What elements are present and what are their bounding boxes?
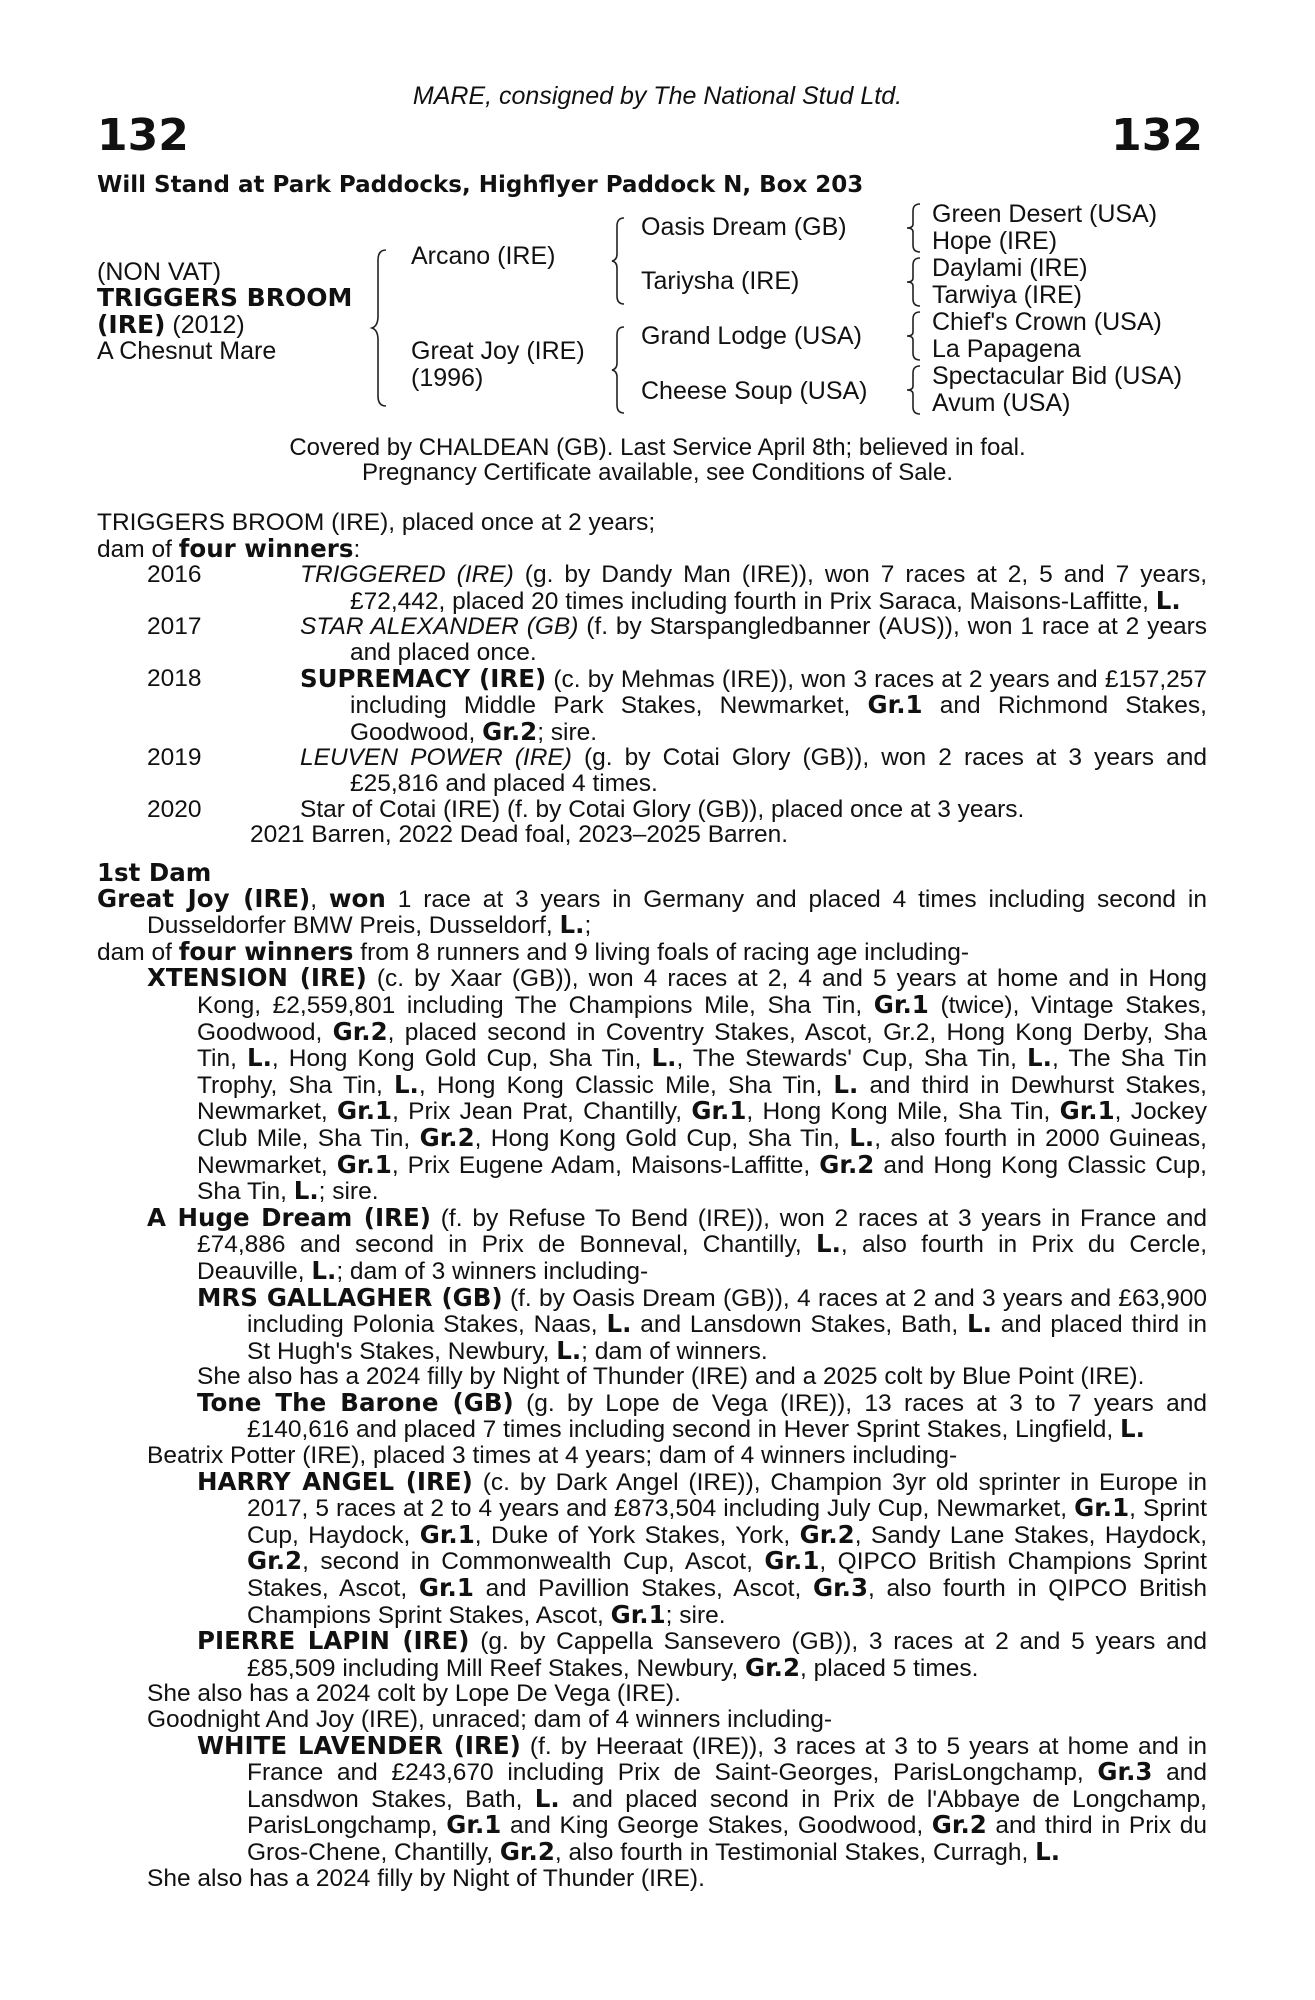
dam-won: won [328, 883, 386, 913]
offspring-text: (c. by Xaar (GB)), won 4 races at 2, 4 and 5 years at home and in Hong Kong, £2,559,801 including The Champions Mile, Sha Tin, [197, 965, 1207, 1019]
produce-text: (c. by Mehmas (IRE)), won 3 races at 2 years and £157,257 including Middle Park Stakes, Newmarket, [350, 665, 1208, 720]
produce-name: STAR ALEXANDER (GB) [300, 613, 579, 641]
pedigree-gen3-8: Avum (USA) [932, 389, 1071, 417]
offspring-name: XTENSION (IRE) [147, 963, 367, 993]
produce-item [97, 562, 1207, 614]
offspring-entry: Goodnight And Joy (IRE), unraced; dam of 4 winners including- [147, 1706, 833, 1733]
offspring-entry: Beatrix Potter (IRE), placed 3 times at 4 years; dam of 4 winners including- [147, 1442, 958, 1470]
produce-dam-of-text: dam of [97, 535, 179, 563]
produce-name: LEUVEN POWER (IRE) [300, 744, 572, 772]
produce-text: and Richmond Stakes, Goodwood, [350, 692, 1207, 746]
offspring-text: , The Stewards' Cup, Sha Tin, [676, 1045, 1028, 1073]
grade: Gr.2 [499, 1836, 555, 1866]
offspring-entry [97, 1202, 1208, 1285]
produce-year: 2016 [147, 561, 202, 589]
produce-text: Star of Cotai (IRE) (f. by Cotai Glory (GB)), placed once at 3 years. [300, 795, 1025, 823]
dam-entry: Great Joy (IRE), won 1 race at 3 years in Germany and placed 4 times including second in Dusseldorfer BMW Preis, Dusseldorf, L.; [97, 883, 1207, 940]
grade: L. [559, 910, 585, 940]
lot-number-left: 132 [97, 110, 189, 161]
grade: Gr.2 [819, 1149, 875, 1179]
produce-year: 2020 [147, 795, 202, 823]
offspring-text: , Prix Jean Prat, Chantilly, [392, 1098, 692, 1126]
dam-text: 1 race at 3 years in Germany and placed 4 times including second in Dusseldorfer BMW Preis, Dusseldorf, [147, 885, 1207, 940]
produce-item [97, 797, 1207, 823]
grand-offspring-entry [97, 1466, 1207, 1629]
dam-of-text: dam of [97, 938, 179, 966]
pedigree-gen2-2: Tariysha (IRE) [641, 267, 800, 295]
grade: L. [606, 1309, 632, 1339]
lot-number-right: 132 [1111, 110, 1203, 161]
produce-text: ; sire. [537, 718, 598, 746]
pedigree-gen3-6: La Papagena [932, 335, 1081, 363]
offspring-text: and third in Prix du Gros-Chene, Chantilly, [247, 1812, 1207, 1866]
covered-note: Covered by CHALDEAN (GB). Last Service April 8th; believed in foal. [289, 434, 1026, 461]
also-has-note: She also has a 2024 filly by Night of Thunder (IRE). [147, 1864, 705, 1892]
grade: Gr.1 [1059, 1096, 1115, 1126]
pedigree-bracket-g3-4 [906, 364, 924, 416]
section-heading: 1st Dam [97, 858, 212, 887]
produce-text: (g. by Dandy Man (IRE)), won 7 races at 2, 5 and 7 years, £72,442, placed 20 times including fourth in Prix Saraca, Maisons-Laffitte, [350, 561, 1207, 615]
grade: Gr.3 [812, 1573, 869, 1603]
produce-year: 2017 [147, 613, 202, 641]
grade: L. [293, 1176, 319, 1206]
consignment-line: MARE, consigned by The National Stud Ltd. [412, 82, 903, 110]
produce-text: (f. by Starspangledbanner (AUS)), won 1 race at 2 years and placed once. [350, 613, 1207, 666]
pedigree-dam-name: Great Joy (IRE) [411, 337, 585, 365]
grade: Gr.2 [419, 1122, 475, 1152]
produce-grade: L. [1155, 585, 1181, 615]
horse-description: A Chesnut Mare [97, 337, 277, 365]
pedigree-gen3-4: Tarwiya (IRE) [932, 281, 1083, 309]
offspring-name: Tone The Barone (GB) [197, 1387, 514, 1417]
offspring-text: , placed second in Coventry Stakes, Ascot, Gr.2, Hong Kong Derby, Sha Tin, [197, 1018, 1208, 1073]
offspring-text: , Prix Eugene Adam, Maisons-Laffitte, [391, 1151, 820, 1179]
offspring-text: , The Sha Tin Trophy, Sha Tin, [197, 1045, 1207, 1099]
pedigree-bracket-gen1 [372, 248, 392, 408]
grade: L. [1035, 1836, 1061, 1866]
produce-text: (g. by Cotai Glory (GB)), won 2 races at 3 years and £25,816 and placed 4 times. [350, 744, 1207, 797]
produce-item [97, 614, 1207, 665]
grade: L. [651, 1043, 677, 1073]
grade: Gr.2 [247, 1546, 303, 1576]
offspring-text: (g. by Cappella Sansevero (GB)), 3 races at 2 and 5 years and £85,509 including Mill Reef Stakes, Newbury, [247, 1628, 1207, 1682]
offspring-text: , Jockey Club Mile, Sha Tin, [197, 1098, 1207, 1152]
grade: Gr.1 [1074, 1493, 1130, 1523]
dam-of [97, 936, 1207, 966]
also-has-note: She also has a 2024 filly by Night of Thunder (IRE) and a 2025 colt by Blue Point (IRE). [197, 1363, 1145, 1391]
pedigree-bracket-g3-2 [906, 256, 924, 308]
grade: L. [833, 1069, 859, 1099]
grade: Gr.1 [419, 1519, 475, 1549]
pedigree-bracket-g3-1 [906, 202, 924, 254]
offspring-text: , Sprint Cup, Haydock, [247, 1495, 1207, 1549]
vat-status: (NON VAT) [97, 258, 222, 286]
produce-name: SUPREMACY (IRE) [300, 663, 547, 693]
pedigree-gen2-3: Grand Lodge (USA) [641, 322, 862, 350]
offspring-text: (f. by Refuse To Bend (IRE)), won 2 races at 3 years in France and £74,886 and second in Prix de Bonneval, Chantilly, [197, 1204, 1207, 1259]
offspring-text: ; dam of 3 winners including- [336, 1257, 649, 1285]
offspring-text: , second in Commonwealth Cup, Ascot, [302, 1548, 765, 1576]
offspring-text: , Hong Kong Gold Cup, Sha Tin, [271, 1045, 652, 1073]
offspring-text: and placed third in St Hugh's Stakes, Newbury, [247, 1311, 1208, 1365]
grade: L. [556, 1335, 582, 1365]
offspring-text: , also fourth in 2000 Guineas, Newmarket, [197, 1124, 1207, 1179]
produce-item [97, 663, 1208, 746]
offspring-text: (c. by Dark Angel (IRE)), Champion 3yr old sprinter in Europe in 2017, 5 races at 2 to 4 years and £873,504 including July Cup, Newmarket, [247, 1468, 1207, 1523]
dam-of-text: from 8 runners and 9 living foals of racing age including- [353, 938, 970, 966]
pedigree-gen2-4: Cheese Soup (USA) [641, 377, 868, 405]
offspring-text: , Sandy Lane Stakes, Haydock, [854, 1521, 1207, 1549]
pedigree-gen3-1: Green Desert (USA) [932, 200, 1158, 228]
produce-year: 2019 [147, 744, 202, 772]
produce-barren-note: 2021 Barren, 2022 Dead foal, 2023–2025 Barren. [250, 821, 789, 849]
grade: Gr.1 [764, 1546, 820, 1576]
dam-name: Great Joy (IRE) [97, 883, 311, 913]
offspring-text: and Lansdown Stakes, Bath, [631, 1311, 967, 1339]
grade: Gr.1 [336, 1149, 392, 1179]
offspring-text: and placed second in Prix de l'Abbaye de Longchamp, ParisLongchamp, [247, 1785, 1207, 1840]
dam-winners-count: four winners [178, 936, 354, 966]
produce-colon: : [353, 535, 361, 563]
produce-winners-count: four winners [178, 533, 354, 563]
also-has-note: She also has a 2024 colt by Lope De Vega (IRE). [147, 1680, 681, 1708]
produce-record [97, 510, 1207, 848]
grade: L. [393, 1069, 419, 1099]
grade: Gr.2 [799, 1519, 855, 1549]
grand-offspring-entry [97, 1387, 1207, 1444]
produce-name: TRIGGERED (IRE) [300, 561, 514, 589]
offspring-text: and Lansdwon Stakes, Bath, [247, 1759, 1207, 1813]
grand-offspring-entry [97, 1628, 1207, 1681]
offspring-name: PIERRE LAPIN (IRE) [197, 1626, 470, 1656]
pedigree-dam-year: (1996) [411, 364, 484, 392]
grade: L. [815, 1229, 841, 1259]
pedigree-gen3-5: Chief's Crown (USA) [932, 308, 1162, 336]
grade: L. [966, 1309, 992, 1339]
offspring-text: , Duke of York Stakes, York, [474, 1521, 800, 1549]
grade: Gr.1 [337, 1096, 393, 1126]
grade: Gr.1 [610, 1599, 666, 1629]
grade: Gr.3 [1097, 1757, 1153, 1787]
pedigree-gen2-1: Oasis Dream (GB) [641, 213, 847, 241]
grade: Gr.1 [873, 989, 929, 1019]
pregnancy-note: Pregnancy Certificate available, see Conditions of Sale. [362, 459, 953, 486]
offspring-text: , placed 5 times. [800, 1654, 979, 1682]
grand-offspring-entry [97, 1730, 1207, 1866]
offspring-text: , Hong Kong Gold Cup, Sha Tin, [474, 1124, 850, 1152]
offspring-text: and third in Dewhurst Stakes, Newmarket, [197, 1071, 1207, 1126]
offspring-text: (f. by Heeraat (IRE)), 3 races at 3 to 5 years at home and in France and £243,670 including Prix de Saint-Georges, ParisLongchamp, [247, 1732, 1207, 1787]
offspring-name: MRS GALLAGHER (GB) [197, 1282, 503, 1312]
produce-grade: Gr.2 [482, 716, 538, 746]
grade: Gr.2 [332, 1016, 388, 1046]
produce-year: 2018 [147, 664, 202, 692]
offspring-text: , also fourth in Testimonial Stakes, Curragh, [554, 1838, 1036, 1866]
horse-name: TRIGGERS BROOM [97, 283, 353, 312]
offspring-name: WHITE LAVENDER (IRE) [197, 1730, 521, 1760]
offspring-text: , QIPCO British Champions Sprint Stakes, Ascot, [247, 1548, 1207, 1603]
grade: Gr.1 [446, 1810, 502, 1840]
horse-origin-year [97, 310, 245, 340]
grade: L. [311, 1255, 337, 1285]
offspring-text: ; dam of winners. [581, 1337, 768, 1365]
produce-grade: Gr.1 [867, 690, 923, 720]
offspring-text: and Hong Kong Classic Cup, Sha Tin, [197, 1151, 1207, 1206]
pedigree-sire: Arcano (IRE) [411, 242, 556, 270]
produce-dam-of [97, 533, 1207, 563]
grade: Gr.2 [744, 1652, 801, 1682]
stand-location: Will Stand at Park Paddocks, Highflyer Paddock N, Box 203 [97, 172, 864, 198]
produce-intro: TRIGGERS BROOM (IRE), placed once at 2 years; [97, 509, 656, 536]
offspring-text: , Hong Kong Mile, Sha Tin, [746, 1098, 1060, 1126]
offspring-text: ; sire. [318, 1178, 379, 1206]
horse-year: (2012) [165, 311, 245, 339]
offspring-text: (g. by Lope de Vega (IRE)), 13 races at 3 to 7 years and £140,616 and placed 7 times including second in Hever Sprint Stakes, Lingfield, [247, 1389, 1207, 1444]
offspring-text: (f. by Oasis Dream (GB)), 4 races at 2 and 3 years and £63,900 including Polonia Stakes, Naas, [247, 1284, 1207, 1339]
produce-item [97, 745, 1207, 796]
pedigree-gen3-2: Hope (IRE) [932, 227, 1058, 255]
offspring-text: , also fourth in Prix du Cercle, Deauville, [197, 1231, 1208, 1285]
offspring-name: HARRY ANGEL (IRE) [197, 1466, 473, 1496]
grade: L. [247, 1043, 272, 1073]
offspring-text: , Hong Kong Classic Mile, Sha Tin, [418, 1071, 834, 1099]
horse-country: (IRE) [97, 310, 166, 339]
grade: Gr.2 [931, 1810, 987, 1840]
pedigree-bracket-dam [612, 325, 628, 415]
offspring-text: ; sire. [665, 1601, 726, 1629]
offspring-text: and King George Stakes, Goodwood, [501, 1812, 932, 1840]
offspring-text: (twice), Vintage Stakes, Goodwood, [197, 991, 1207, 1046]
offspring-name: A Huge Dream (IRE) [147, 1202, 431, 1232]
grade: Gr.1 [418, 1573, 474, 1603]
offspring-text: and Pavillion Stakes, Ascot, [473, 1575, 813, 1603]
pedigree-bracket-sire [612, 216, 628, 306]
grand-offspring-entry [97, 1282, 1208, 1365]
grade: L. [1027, 1043, 1052, 1073]
pedigree-gen3-3: Daylami (IRE) [932, 254, 1088, 282]
grade: L. [534, 1783, 560, 1813]
grade: L. [849, 1122, 875, 1152]
first-dam-section [97, 860, 1207, 1891]
offspring-entry [97, 965, 1207, 1204]
pedigree-bracket-g3-3 [906, 310, 924, 362]
dam-text-tail: ; [584, 912, 592, 940]
pedigree-gen3-7: Spectacular Bid (USA) [932, 362, 1183, 390]
grade: Gr.1 [691, 1096, 747, 1126]
grade: L. [1120, 1414, 1145, 1444]
offspring-text: , also fourth in QIPCO British Champions Sprint Stakes, Ascot, [247, 1575, 1207, 1629]
